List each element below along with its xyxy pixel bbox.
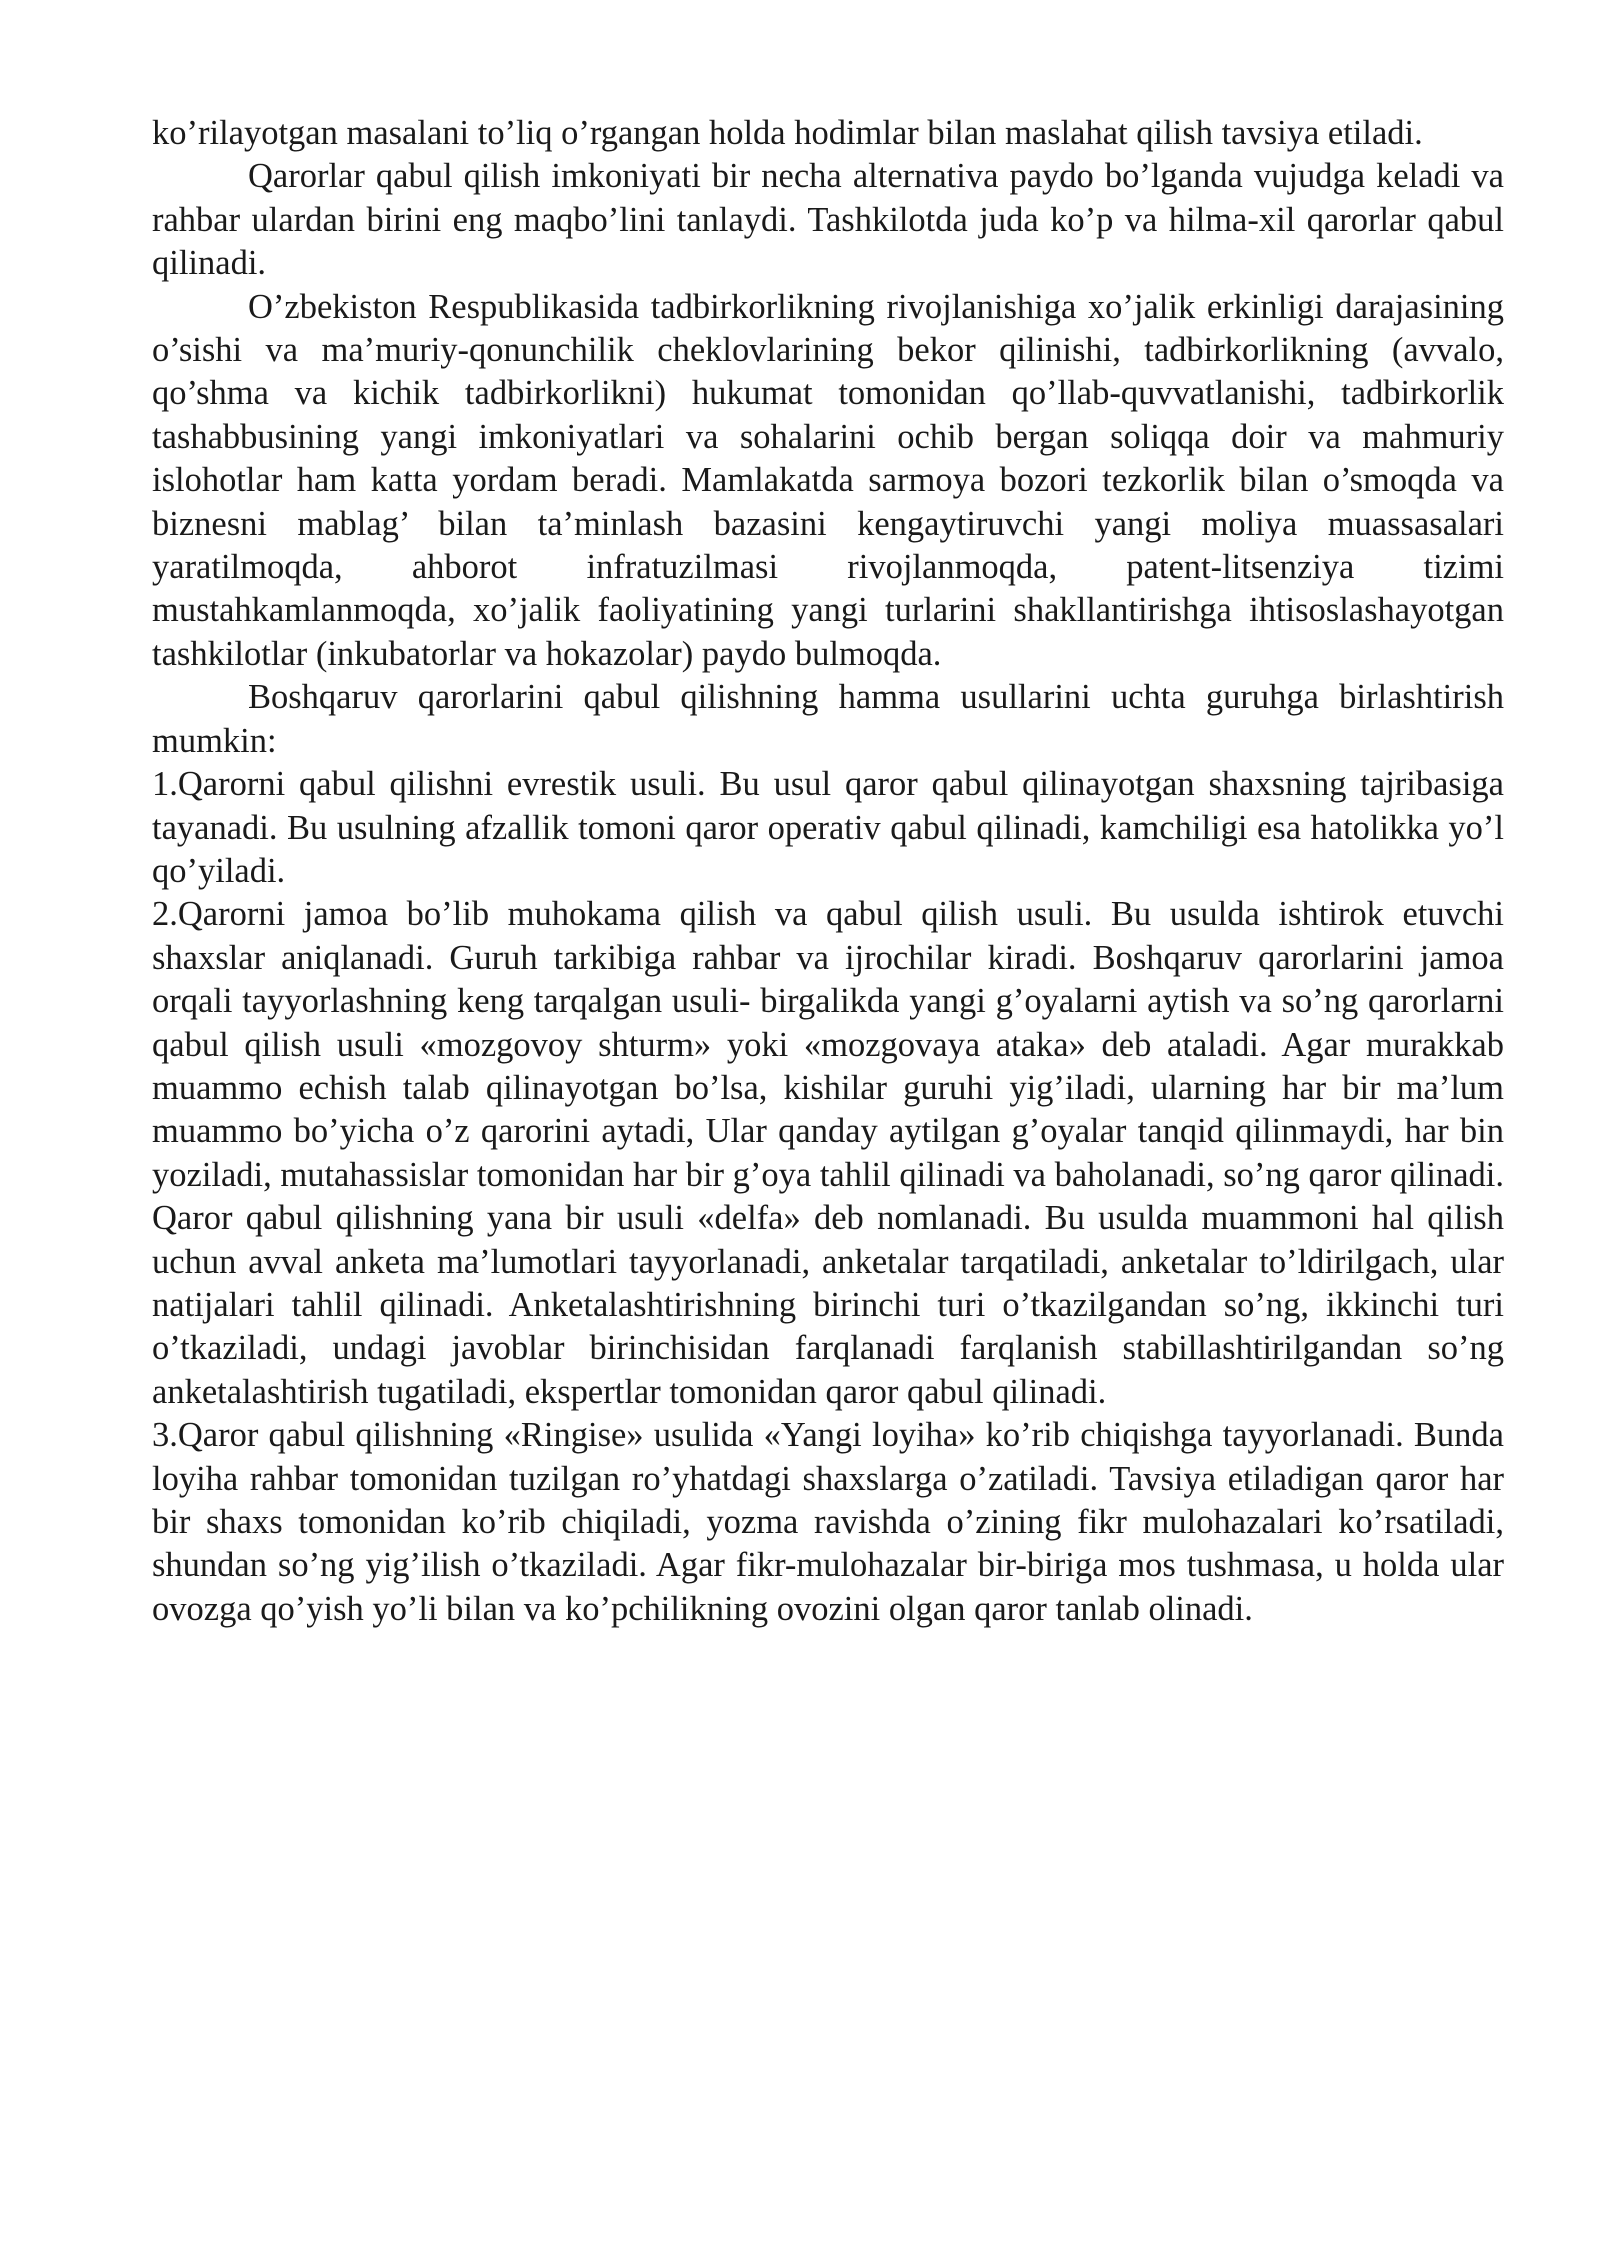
paragraph-continuation: ko’rilayotgan masalani to’liq o’rgangan holda hodimlar bilan maslahat qilish tavsiya etiladi. xyxy=(152,114,1423,152)
document-page xyxy=(152,112,1504,1631)
list-item-3 xyxy=(152,1414,1504,1631)
list-item-1 xyxy=(152,763,1504,893)
list-number: 2. xyxy=(152,895,178,934)
list-number: 1. xyxy=(152,765,178,804)
paragraph-uzbekistan: O’zbekiston Respublikasida tadbirkorlikning rivojlanishiga xo’jalik erkinligi darajasining o’sishi va ma’muriy-qonunchilik cheklovlarining bekor qilinishi, tadbirkorlikning (avvalo, qo’shma va kichik tadbirkorlikni) hukumat tomonidan qo’llab-quvvatlanishi, tadbirkorlik tashabbusining yangi imkoniyatlari va sohalarini ochib bergan soliqqa doir va mahmuriy islohotlar ham katta yordam beradi. Mamlakatda sarmoya bozori tezkorlik bilan o’smoqda va biznesni mablag’ bilan ta’minlash bazasini kengaytiruvchi yangi moliya muassasalari yaratilmoqda, ahborot infratuzilmasi rivojlanmoqda, patent-litsenziya tizimi mustahkamlanmoqda, xo’jalik faoliyatining yangi turlarini shakllantirishga ihtisoslashayotgan tashkilotlar (inkubatorlar va hokazolar) paydo bulmoqda. xyxy=(152,287,1504,673)
paragraph-decisions: Qarorlar qabul qilish imkoniyati bir necha alternativa paydo bo’lganda vujudga keladi va rahbar ulardan birini eng maqbo’lini tanlaydi. Tashkilotda juda ko’p va hilma-xil qarorlar qabul qilinadi. xyxy=(152,157,1504,283)
list-text: Qarorni jamoa bo’lib muhokama qilish va qabul qilish usuli. Bu usulda ishtirok etuvchi shaxslar aniqlanadi. Guruh tarkibiga rahbar va ijrochilar kiradi. Boshqaruv qarorlarini jamoa orqali tayyorlashning keng tarqalgan usuli- birgalikda yangi g’oyalarni aytish va so’ng qarorlarni qabul qilish usuli «mozgovoy shturm» yoki «mozgovaya ataka» deb ataladi. Agar murakkab muammo echish talab qilinayotgan bo’lsa, kishilar guruhi yig’iladi, ularning har bir ma’lum muammo bo’yicha o’z qarorini aytadi, Ular qanday aytilgan g’oyalar tanqid qilinmaydi, har bin yoziladi, mutahassislar tomonidan har bir g’oya tahlil qilinadi va baholanadi, so’ng qaror qilinadi. Qaror qabul qilishning yana bir usuli «delfa» deb nomlanadi. Bu usulda muammoni hal qilish uchun avval anketa ma’lumotlari tayyorlanadi, anketalar tarqatiladi, anketalar to’ldirilgach, ular natijalari tahlil qilinadi. Anketalashtirishning birinchi turi o’tkazilgandan so’ng, ikkinchi turi o’tkaziladi, undagi javoblar birinchisidan farqlanadi farqlanish stabillashtirilgandan so’ng anketalashtirish tugatiladi, ekspertlar tomonidan qaror qabul qilinadi. xyxy=(152,895,1504,1411)
list-text: Qarorni qabul qilishni evrestik usuli. Bu usul qaror qabul qilinayotgan shaxsning tajribasiga tayanadi. Bu usulning afzallik tomoni qaror operativ qabul qilinadi, kamchiligi esa hatolikka yo’l qo’yiladi. xyxy=(152,765,1504,890)
paragraph-methods-intro: Boshqaruv qarorlarini qabul qilishning hamma usullarini uchta guruhga birlashtirish mumkin: xyxy=(152,678,1504,760)
list-text: Qaror qabul qilishning «Ringise» usulida «Yangi loyiha» ko’rib chiqishga tayyorlanadi. Bunda loyiha rahbar tomonidan tuzilgan ro’yhatdagi shaxslarga o’zatiladi. Tavsiya etiladigan qaror har bir shaxs tomonidan ko’rib chiqiladi, yozma ravishda o’zining fikr mulohazalari ko’rsatiladi, shundan so’ng yig’ilish o’tkaziladi. Agar fikr-mulohazalar bir-biriga mos tushmasa, u holda ular ovozga qo’yish yo’li bilan va ko’pchilikning ovozini olgan qaror tanlab olinadi. xyxy=(152,1416,1504,1628)
list-number: 3. xyxy=(152,1416,178,1455)
list-item-2 xyxy=(152,893,1504,1414)
